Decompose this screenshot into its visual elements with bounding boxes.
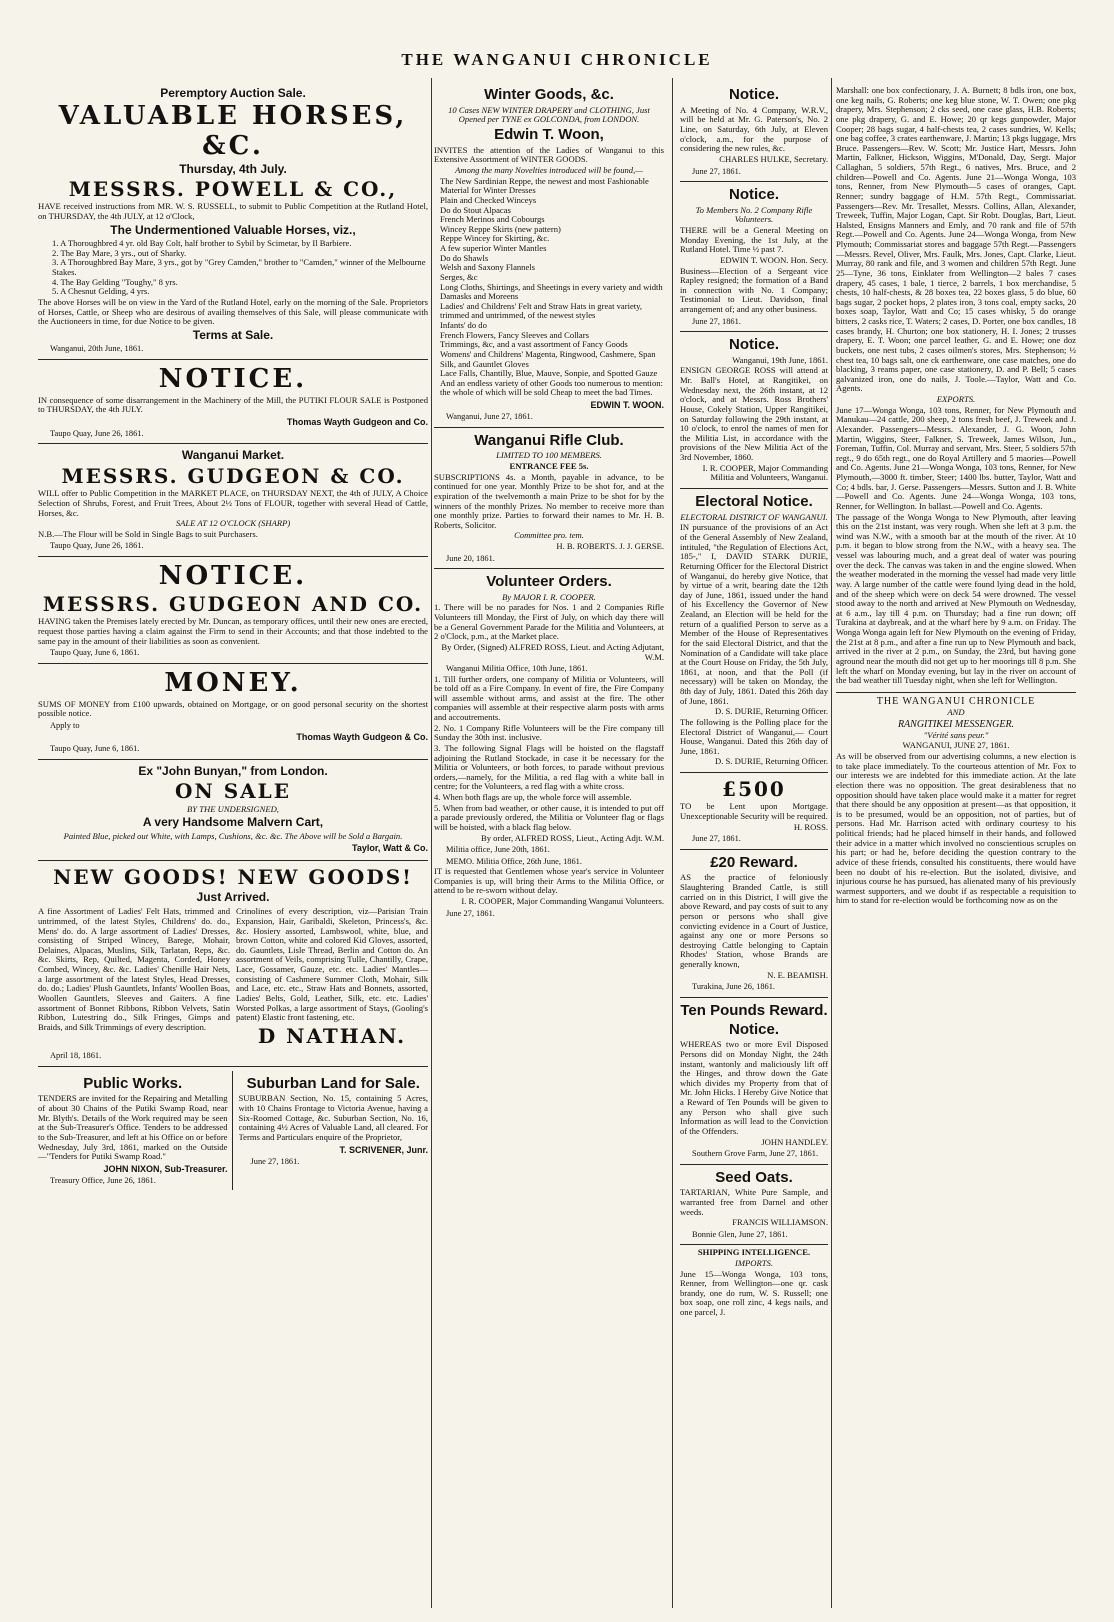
section-title: SHIPPING INTELLIGENCE. [697, 1247, 811, 1258]
paper-title: THE WANGANUI CHRONICLE [876, 695, 1036, 707]
notice-signature: Thomas Wayth Gudgeon and Co. [286, 417, 428, 427]
advert-subheading: Among the many Novelties introduced will be found,— [455, 165, 643, 176]
advert-dateline: Turakina, June 26, 1861. [692, 982, 775, 992]
advert-preheading: Wanganui Market. [181, 448, 285, 463]
flour-notice [38, 360, 428, 445]
advert-subtitle: Just Arrived. [196, 889, 270, 904]
advert-dateline: Bonnie Glen, June 27, 1861. [692, 1229, 788, 1239]
list-item: Welsh and Saxony Flannels [440, 262, 536, 273]
notice-subtitle: To Members No. 2 Company Rifle Volunteers. [695, 204, 813, 225]
advert-dateline: Taupo Quay, June 6, 1861. [50, 744, 140, 754]
rifle-club-advert [434, 428, 664, 569]
advert-body: WILL offer to Public Competition in the MARKET PLACE, on THURSDAY NEXT, the 4th of JULY, A Choice Selection of Shrubs, Forest, and Fruit Trees, About 2½ Tons of FLOUR, together with several Head of Cattle, Horses, &c. [38, 488, 428, 518]
order-paragraph: 4. When both flags are up, the whole force will assemble. [434, 792, 632, 803]
editorial [836, 692, 1076, 912]
orders-title: Volunteer Orders. [486, 573, 612, 591]
list-item: Womens' and Childrens' Magenta, Ringwood, Cashmere, Span Silk, and Gauntlet Gloves [440, 348, 656, 369]
editorial-text: As will be observed from our advertising columns, a new election is to take place immediately. To the courteous attention of Mr. Fox to our interests we are indebted for this immediate action. At the late election there was no opposition. The great desirableness that no opposition should have taken place would make it a matter for regret that there should be any opposition at present—as that opposition, it is to be presumed, would be an opposition, not of parties, but of persons. Had Mr. Harrison acted with ordinary courtesy to his political friends; had he placed himself in their hands, and followed their advice in a matter which involved no conscientious scruples on his part; or had he, before deciding the question contrary to the advice of these friends, consulted his constituents, there would have been no doubt of his re-election. But the isolated, divisive, and injurious course he has pursued, has alienated many of his previously warmest supporters, and we doubt if as respectable a requisition to him to stand for re-election would be forthcoming now as on the [836, 751, 1076, 906]
list-item: Lace Falls, Chantilly, Blue, Mauve, Sonpie, and Spotted Gauze [440, 368, 658, 379]
exports-heading: EXPORTS. [936, 394, 976, 404]
company-meeting-notice [680, 82, 828, 182]
list-item: Wincey Reppe Skirts (new pattern) [440, 223, 561, 234]
advert-title: Winter Goods, &c. [484, 86, 614, 103]
advert-dateline: Wanganui, 20th June, 1861. [50, 344, 144, 354]
order-signature: By order, ALFRED ROSS, Lieut., Acting Adjt. W.M. [480, 832, 664, 843]
order-signature: I. R. COOPER, Major Commanding Wanganui Volunteers. [461, 895, 664, 906]
order-paragraph: 1. Till further orders, one company of Militia or Volunteers, will be told off as a Fire Company. In event of fire, the Fire Company will assemble without arms, and assist at the fire. The other companies will assemble at their respective alarm posts with arms and accoutrements. [434, 673, 664, 723]
shipping-report: The passage of the Wonga Wonga to New Plymouth, after leaving this on the 21st instant, was very rough. When she left at 3 p.m. the wind was N.W., with a smooth bar at the mouth of the river. At 10 p.m. it began to blow strong from the N.W., with a heavy sea. The vessel was labouring much, and a great deal of water was pouring over the deck. The canvas was taken in and the engine slowed. When the weather moderated in the morning the vessel had made very little way. A large number of the cattle were found lying dead in the hold, and of the sheep which were on deck 54 were drowned. The vessel stood away to the north and arrived at New Plymouth on Wednesday, at 6 a.m., lay till 4 p.m. on Thursday; had a fine run down; off Turakina at daybreak, and at the wharf here by 9 a.m. on Friday. The Wonga Wonga again left for New Plymouth on the evening of Friday, the 21st at 8 p.m., and after a fine run up to New Plymouth and back, arrived in the river at 2 p.m., on Sunday, the 23rd, but having gone aground near the mouth did not get up to her moorings till 8 p.m. She left the wharf on Monday evening, but lay in the river on account of the bad weather till Tuesday night, when she left for Wellington. [836, 511, 1076, 686]
advert-body: WHEREAS two or more Evil Disposed Persons did on Monday Night, the 24th instant, wantonly and maliciously lift off the Hinges, and throw down the Gate which divides my Property from that of Mr. John Hicks. I Hereby Give Notice that a Reward of Ten Pounds will be given to any Person who shall give such Information as will lead to the Conviction of the Offenders. [680, 1039, 828, 1136]
on-sale-heading: ON SALE [175, 779, 291, 804]
electoral-district: ELECTORAL DISTRICT OF WANGANUI. [680, 511, 828, 522]
money-advert [38, 664, 428, 760]
list-item: Do do Shawls [440, 252, 489, 263]
advert-signature: H. ROSS. [793, 821, 828, 832]
advert-title: VALUABLE HORSES, &C. [58, 101, 408, 161]
cart-heading: A very Handsome Malvern Cart, [142, 815, 324, 830]
advert-date: Thursday, 4th July. [179, 161, 287, 176]
advert-signature: JOHN HANDLEY. [761, 1136, 828, 1147]
notice-title: Notice. [728, 86, 779, 103]
notice-title: Notice. [728, 185, 779, 203]
cart-description: Painted Blue, picked out White, with Lamps, Cushions, &c. &c. The Above will be Sold a Bargain. [63, 830, 403, 841]
advert-dateline: Southern Grove Farm, June 27, 1861. [692, 1149, 819, 1159]
advert-body: INVITES the attention of the Ladies of Wanganui to this Extensive Assortment of WINTER GOODS. [434, 144, 664, 165]
merchant-name: Edwin T. Woon, [494, 126, 604, 144]
order-paragraph: 1. There will be no parades for Nos. 1 and 2 Companies Rifle Volunteers till Monday, the First of July, on which day there will be a General Government Parade for the Militia and Volunteers, at 2 o'Clock, p.m., at the Market place. [434, 602, 664, 642]
notice-dateline: June 27, 1861. [692, 166, 741, 176]
advert-body: TENDERS are invited for the Repairing and Metalling of about 30 Chains of the Putiki Swamp Road, near Mr. Blyth's. Details of the Work required may be seen at the Sub-Treasurer's Office. Tenders to be addressed to the Sub-Treasurer, and left at his Office on or before Wednesday, July 3rd, 1861, marked on the Outside—"Tenders for Putiki Swamp Road." [38, 1093, 228, 1162]
advert-title: Ten Pounds Reward. [680, 1001, 828, 1019]
advert-note: N.B.—The Flour will be Sold in Single Bags to suit Purchasers. [38, 528, 258, 539]
list-item: Long Cloths, Shirtings, and Sheetings in every variety and width [440, 281, 663, 292]
memo-heading: MEMO. Militia Office, 26th June, 1861. [446, 856, 582, 866]
list-item: 2. The Bay Mare, 3 yrs., out of Sharky. [52, 247, 187, 258]
cart-advert [38, 760, 428, 862]
electoral-notice [680, 489, 828, 773]
list-item: Serges, &c [440, 271, 478, 282]
advert-preheading: Peremptory Auction Sale. [160, 86, 306, 100]
list-item: The New Sardinian Reppe, the newest and most Fashionable Material for Winter Dresses [440, 175, 649, 196]
notice-signature: D. S. DURIE, Returning Officer. [715, 706, 828, 717]
shipping-text: June 15—Wonga Wonga, 103 tons, Renner, from Wellington—one qr. cask brandy, one do rum, W. S. Russell; one box soap, one roll zinc, 4 kegs nails, and one parcel, J. [680, 1268, 828, 1318]
editorial-date: WANGANUI, JUNE 27, 1861. [902, 740, 1010, 751]
column-rule [431, 78, 432, 1608]
winter-goods-advert [434, 82, 664, 428]
list-item: Ladies' and Childrens' Felt and Straw Hats in great variety, trimmed and untrimmed, of the newest styles [440, 300, 643, 321]
notice-business: Business—Election of a Sergeant vice Rapley resigned; the formation of a Band in connection with No. 1 Company; Testimonial to Lieut. Davidson, final arrangement of; and any other business. [680, 265, 828, 314]
order-paragraph: 3. The following Signal Flags will be hoisted on the flagstaff adjoining the Rutland Stockade, in case it be necessary for the Militia or Volunteers, or both forces, to parade without previous orders,—namely, for the Militia, a red flag with a white ball in centre; for the Volunteers, a red flag with a white cross. [434, 742, 664, 792]
entrance-fee: ENTRANCE FEE 5s. [509, 461, 589, 471]
list-item: 4. The Bay Gelding "Toughy," 8 yrs. [52, 276, 178, 287]
advert-body: TARTARIAN, White Pure Sample, and warranted free from Darnel and other weeds. [680, 1187, 828, 1217]
cattle-reward-advert [680, 850, 828, 998]
advert-signature: Taylor, Watt & Co. [351, 843, 428, 854]
paper-subtitle: RANGITIKEI MESSENGER. [897, 718, 1015, 730]
order-paragraph: 2. No. 1 Company Rifle Volunteers will be the Fire company till Sunday the 30th inst. inclusive. [434, 722, 664, 743]
notice-body: A Meeting of No. 4 Company, W.R.V., will be held at Mr. G. Paterson's, No. 2 Line, on Saturday, 6th July, at Eleven o'clock, a.m., for the purpose of considering the new rules, &c. [680, 104, 828, 154]
advert-signature: N. E. BEAMISH. [767, 969, 828, 980]
general-meeting-notice [680, 182, 828, 332]
list-item: Reppe Wincey for Skirting, &c. [440, 233, 550, 244]
list-item: French Merinos and Cobourgs [440, 214, 545, 225]
advert-title: Wanganui Rifle Club. [474, 431, 624, 449]
public-works-advert [38, 1071, 233, 1191]
order-paragraph: 5. When from bad weather, or other cause, it is intended to put off a parade previously ordered, the Militia or Volunteer flag or flags will be hoisted, with a black flag below. [434, 802, 664, 832]
advert-signature: T. SCRIVENER, Junr. [339, 1144, 428, 1155]
advert-dateline: June 20, 1861. [446, 553, 495, 563]
advert-intro: HAVE received instructions from MR. W. S. RUSSELL, to submit to Public Competition at the Rutland Hotel, on THURSDAY, the 4th JULY, at 12 o'Clock, [38, 201, 428, 222]
advert-dateline: June 27, 1861. [692, 834, 741, 844]
notice-date: Wanganui, 19th June, 1861. [732, 354, 828, 365]
list-item: Trimmings, &c, and a vast assortment of Fancy Goods [440, 339, 628, 350]
notice-body: IN consequence of some disarrangement in the Machinery of the Mill, the PUTIKI FLOUR SALE is Postponed to THURSDAY, the 4th JULY. [38, 394, 428, 415]
notice-body: HAVING taken the Premises lately erected by Mr. Duncan, as temporary offices, until their new ones are erected, request those parties having a claim against the Firm to send in their Accounts; and that those indebted to the same pay in the amount of their liabilities as soon as convenient. [38, 616, 428, 646]
shipping-text: June 17—Wonga Wonga, 103 tons, Renner, for New Plymouth and Manukau—24 cattle, 200 sheep, 2 tons fresh beef, J. Treweek and J. Alexander. Passengers—Messrs. Alexander, J. G. Woon, John Martin, Wiggins, Steer, Falkner, S. Treweek, James Wilson, Jun., Foreman, Tuffin, Col. Murray and servant, Mrs. Steer, 5 soldiers 57th regt., 9 do 65th regt., one do Royal Artillery and 5 maories—Powell and Co. Agents. June 21—Wonga Wonga, 103 tons, Renner, for New Plymouth,—3000 ft. timber, Steer; 1400 lbs. butter, Taylor, Watt and Co; 4 bdls. bar, J. Gerse. Passengers—Messrs. Sutton and J. B. White—Powell and Co. Agents. June 24—Wonga Wonga, 103 tons, Renner, for Wellington. In ballast.—Powell and Co. Agents. [836, 404, 1076, 511]
membership-limit: LIMITED TO 100 MEMBERS. [496, 450, 602, 461]
gate-reward-advert [680, 998, 828, 1165]
advert-body: AS the practice of feloniously Slaughtering Branded Cattle, is still carried on in this District, I will give the above Reward, and pay costs of suit to any person or persons who shall give convicting evidence in a Court of Justice, against any one or more Persons so destroying Cattle belonging to Captain Rhodes' Station, whose Brands are generally known, [680, 872, 828, 970]
advert-title: Seed Oats. [715, 1168, 793, 1186]
advert-title: Public Works. [83, 1074, 183, 1092]
column-4 [836, 82, 1076, 1602]
column-rule [831, 78, 832, 1608]
notice-body: IN pursuance of the provisions of an Act of the General Assembly of New Zealand, intituled, "the Regulation of Elections Act, 185-," I, DAVID STARK DURIE, Returning Officer for the Electoral District of Wanganui, do hereby give Notice, that by virtue of a writ, bearing date the 12th day of June, 1861, issued under the hand of his Excellency the Governor of New Zealand, an Election will be held for the return of a qualified Person to serve as a Member of the House of Representatives for the said Electoral District, and that the Nomination of a Candidate will take place at the Court House on Friday, the 5th July, 1861, at noon, and that the Poll (if necessary) will be taken on Monday, the 8th day of July, 1861. Dated this 26th day of June, 1861. [680, 522, 828, 706]
merchant-name: D NATHAN. [257, 1023, 407, 1048]
committee-heading: Committee pro. tem. [514, 530, 584, 541]
volunteer-orders [434, 569, 664, 923]
suburban-land-advert [239, 1071, 429, 1191]
advert-signature: Thomas Wayth Gudgeon & Co. [296, 732, 428, 743]
premises-notice [38, 557, 428, 664]
paper-and: AND [947, 706, 965, 717]
notice-signature: CHARLES HULKE, Secretary. [719, 153, 828, 164]
imports-heading: IMPORTS. [735, 1257, 773, 1268]
advert-body: SUMS OF MONEY from £100 upwards, obtained on Mortgage, or on good personal security on the shortest possible notice. [38, 698, 428, 719]
order-office: Militia office, June 20th, 1861. [446, 845, 550, 855]
list-item: 5. A Chesnut Gelding, 4 yrs. [52, 286, 150, 297]
advert-dateline: Wanganui, June 27, 1861. [446, 412, 533, 422]
shipping-continued [836, 82, 1076, 692]
column-rule [672, 78, 673, 1608]
list-item: 3. A Thoroughbred Bay Mare, 3 yrs., got by "Grey Camden," brother to "Camden," winner of the Melbourne Stakes. [52, 257, 426, 278]
notice-dateline: Taupo Quay, June 6, 1861. [50, 648, 140, 658]
advert-intro: 10 Cases NEW WINTER DRAPERY and CLOTHING, Just Opened per TYNE ex GOLCONDA, from LONDON. [448, 104, 650, 125]
advert-body: SUBSCRIPTIONS 4s. a Month, payable in advance, to be continued for one year. Monthly Prize to be shot for, and at the expiration of the twelvemonth a main Prize to be shot for by the winners of the monthly Prizes. No member to receive more than one monthly prize. Parties to forward their names to Mr. H. B. Roberts, Solicitor. [434, 471, 664, 530]
goods-list [440, 177, 664, 398]
order-office: Wanganui Militia Office, 10th June, 1861. [446, 664, 588, 674]
advert-title: NEW GOODS! NEW GOODS! [53, 865, 413, 890]
shipping-intelligence [680, 1245, 828, 1323]
column-3 [680, 82, 828, 1602]
advert-signature: EDWIN T. WOON. [590, 400, 664, 411]
column-2 [434, 82, 664, 1602]
auctioneer-name: MESSRS. GUDGEON & CO. [61, 463, 405, 488]
advert-title: Ex "John Bunyan," from London. [138, 763, 328, 778]
militia-notice [680, 332, 828, 489]
goods-list-left: A fine Assortment of Ladies' Felt Hats, trimmed and untrimmed, of the latest Styles, Childrens' do. do., Mens' do. do. A large assortment of Ladies' Dresses, consisting of Striped Wincey, Barege, Mohair, Delaines, Alpacas, Muslins, Silk, Tarlatan, Reps, &c. &c. Skirts, Rep, Quilted, Magenta, Corded, Honey Combed, Wincey, &c. &c. Ladies' Chenille Hair Nets, a large assortment of the latest Styles, Head Dresses, do. do.; Ladies' Plush Gauntlets, Infants' Woollen Boas, Woollen Gauntlets, Sleeves and Gaiters. A fine assortment of Bonnet Ribbons, Ribbon Velvets, Satin Ribbon, Lutestring do., Silk Fringes, Gimps and Braids, and Silk Trimmings of every description. [38, 906, 230, 1032]
horse-list [52, 239, 428, 297]
notice-title: NOTICE. [158, 363, 308, 394]
goods-list-right: Crinolines of every description, viz—Parisian Train Expansion, Hair, Garibaldi, Skeleton, Princess's, &c. &c. Hosiery assorted, Lambswool, white, blue, and brown Cotton, white and colored Kid Gloves, assorted, do. Gauntlets, Lisle Thread, Berlin and Cotton do. An assortment of Veils, comprising Tulle, Chantilly, Crape, Lace, Gossamer, Gauze, etc. etc. Ladies' Mantles—consisting of Cashmere Summer Cloth, Mohair, Silk and Lace, etc. etc., Straw Hats and Bonnets, assorted, Ladies' Belts, Gold, Leather, Silk, etc. etc. Ladies' Worsted Polkas, a large assortment of Stays, (Gooling's patent) Elastic front fastening, etc. [236, 906, 428, 1023]
apply-to: Apply to [50, 720, 80, 730]
firm-name: MESSRS. GUDGEON AND CO. [42, 591, 424, 616]
notice-signature: D. S. DURIE, Returning Officer. [715, 756, 828, 767]
notice-title: Electoral Notice. [695, 492, 813, 510]
loan-advert [680, 773, 828, 850]
advert-subheading: The Undermentioned Valuable Horses, viz., [110, 222, 356, 237]
advert-body: The above Horses will be on view in the Yard of the Rutland Hotel, early on the morning of the Sale. Proprietors of Horses, Cattle, or Sheep who are desirous of availing themselves of this Sale, will please communicate with the Auctioneers in time, for due Notice to be given. [38, 296, 428, 327]
committee-names: H. B. ROBERTS. J. J. GERSE. [556, 541, 664, 551]
advert-signature: JOHN NIXON, Sub-Treasurer. [103, 1163, 228, 1174]
advert-subtitle: Notice. [728, 1020, 779, 1038]
by-undersigned: BY THE UNDERSIGNED, [187, 803, 279, 814]
list-item: Plain and Checked Winceys [440, 194, 537, 205]
list-item: Do do Stout Alpacas [440, 204, 511, 215]
order-paragraph: IT is requested that Gentlemen whose year's service in Volunteer Companies is up, will bring their Arms to the Militia Office, or attend to be re-sworn without delay. [434, 866, 664, 896]
sale-time: SALE AT 12 O'CLOCK (SHARP) [175, 518, 291, 529]
seed-oats-advert [680, 1165, 828, 1246]
notice-title: Notice. [728, 336, 779, 354]
orders-author: By MAJOR I. R. COOPER. [502, 591, 596, 602]
advert-title: MONEY. [164, 667, 302, 698]
notice-dateline: Taupo Quay, June 26, 1861. [50, 429, 144, 439]
notice-dateline: June 27, 1861. [692, 316, 741, 326]
market-advert [38, 444, 428, 556]
list-item: And an endless variety of other Goods too numerous to mention: the whole of which will be sold Cheap to meet the bad Times. [440, 377, 663, 398]
order-signature: By Order, (Signed) ALFRED ROSS, Lieut. and Acting Adjutant, W.M. [441, 641, 664, 662]
list-item: A few superior Winter Mantles [440, 243, 547, 254]
list-item: Damasks and Moreens [440, 291, 519, 302]
advert-body: TO be Lent upon Mortgage. Unexceptionable Security will be required. [680, 801, 828, 822]
orders-dateline: June 27, 1861. [446, 908, 495, 918]
advert-dateline: April 18, 1861. [50, 1051, 102, 1061]
horses-advert [38, 82, 428, 360]
list-item: French Flowers, Fancy Sleeves and Collars [440, 329, 589, 340]
advert-signature: FRANCIS WILLIAMSON. [732, 1217, 828, 1228]
advert-dateline: Taupo Quay, June 26, 1861. [50, 541, 144, 551]
column-1 [38, 82, 428, 1602]
advert-body: SUBURBAN Section, No. 15, containing 5 Acres, with 10 Chains Frontage to Victoria Avenue, having a Six-Roomed Cottage, &c. Suburban Section, No. 16, containing 4½ Acres of Valuable Land, all cleared. For Terms and Particulars enquire of the Proprietor, [238, 1093, 428, 1142]
new-goods-advert [38, 861, 428, 1066]
advert-dateline: Treasury Office, June 26, 1861. [50, 1175, 156, 1185]
notice-title: NOTICE. [158, 560, 308, 591]
notice-body: THERE will be a General Meeting on Monday Evening, the 1st July, at the Rutland Hotel. Time ½ past 7. [680, 225, 828, 255]
list-item: Infants' do do [440, 320, 487, 331]
advert-title: £500 [722, 777, 786, 801]
masthead: THE WANGANUI CHRONICLE [401, 50, 713, 69]
polling-place: The following is the Polling place for the Electoral District of Wanganui,— Court House, Wanganui. Dated this 26th day of June, 1861. [680, 716, 828, 756]
advert-title: Suburban Land for Sale. [246, 1074, 420, 1092]
advert-terms: Terms at Sale. [192, 327, 274, 342]
notice-signature: EDWIN T. WOON. Hon. Secy. [720, 254, 828, 265]
auctioneer-name: MESSRS. POWELL & CO., [68, 177, 398, 202]
shipping-text: Marshall: one box confectionary, J. A. Burnett; 8 bdls iron, one box, one keg nails, G. Roberts; one keg blue stone, W. T. Owen; one pkg drapery, Mrs. Stephenson; 2 cks seed, one case glass, H.B. Roberts; one pkg drapery, G. and E. Howe; 20 qr kegs gunpowder, Major Cooper; 28 bags sugar, 4 half-chests tea, 2 cases sundries, W. Kells; one bag coffee, 3 crates earthenware, J. Martin; 13 pkgs luggage, Mrs Bruce. Passengers—Rev. W. Scott; Mr. Justice Hart, Messrs. John Martin, Falkner, Hickson, Wiggins, M'Donald, Day, Sergt. Major Callaghan, 5 soldiers, 57th Regt., 6 natives, Mrs. Bruce, and 2 children—Powell and Co. Agents. June 21—Wonga Wonga, 103 tons, Renner, from New Plymouth—5 cases of oranges, Capt. Renner; sundry baggage of H.M. 57th Regt., Commissariat. Passengers—Rev. Mr. Tresallet, Messrs. Collins, Allan, Alexander, Treweek, Tuffin, Major Logan, Capt. Sir Robt. Douglas, Bart, Lieut. Halsted, Ensigns Manners and Emly, and 70 rank and file of 57th Regt.—Powell and Co. Agents. June 24—Wonga Wonga, from New Plymouth; Commissariat stores and baggage 57th Regt.—Passengers—Messrs. Revel, Oliver, Mrs. Faulk, Mrs. Jones, Capt. Clarke, Lieut. Murray, 80 rank and file, and 3 women and children 57th Regt. June 25—Tyne, 36 tons, Einklater from Wellington—2 bales 7 cases drapery, 45 cases, 1 bale, 1 tierce, 2 barrels, 1 box merchandise, 5 chests, 10 half-chests, & 28 boxes tea, 22 boxes glass, 5 do blue, 60 bags sugar, 2 pocket hops, 2 plates iron, 3 tons coal, empty sacks, 20 boxes soap, Taylor, Watt and Co; 15 cases whisky, 5 do orange bitters, 2 casks rice, T. Waters; 2 cases, D. Porter, one box candles, 18 cases brandy, H. Churton; one box stationery, H. I. Jones; 2 trusses drapery, E. T. Woon; one parcel leather, G. and E. Howe; one doz buckets, one nest tubs, 2 cases oilmen's stores, Mrs. Stephenson; ½ chest tea, 10 bags salt, one ck earthenware, one case matches, one do blacking, 3 reams paper, one case stationery, D. and P. Bell; 5 cases galvanized iron, one do nails, J. Toole.—Taylor, Watt and Co. Agents. [836, 85, 1076, 394]
paper-motto: "Vérité sans peur." [923, 729, 989, 740]
advert-dateline: June 27, 1861. [250, 1156, 300, 1166]
list-item: 1. A Thoroughbred 4 yr. old Bay Colt, half brother to Sybil by Scimetar, by Il Barbiere. [52, 238, 352, 249]
notice-signature: I. R. COOPER, Major Commanding Militia and Volunteers, Wanganui. [702, 462, 828, 483]
advert-title: £20 Reward. [710, 853, 798, 871]
notice-body: ENSIGN GEORGE ROSS will attend at Mr. Ball's Hotel, at Rangitikei, on Wednesday next, the 26th instant, at 12 o'clock, and at Messrs. Ross Brothers' House, Cokely Station, Upper Rangitikei, on Saturday following the 29th instant, at 10 o'clock, to enrol the names of men for the Militia List, in accordance with the provisions of the New Militia Act of the 3rd November, 1860. [680, 365, 828, 463]
